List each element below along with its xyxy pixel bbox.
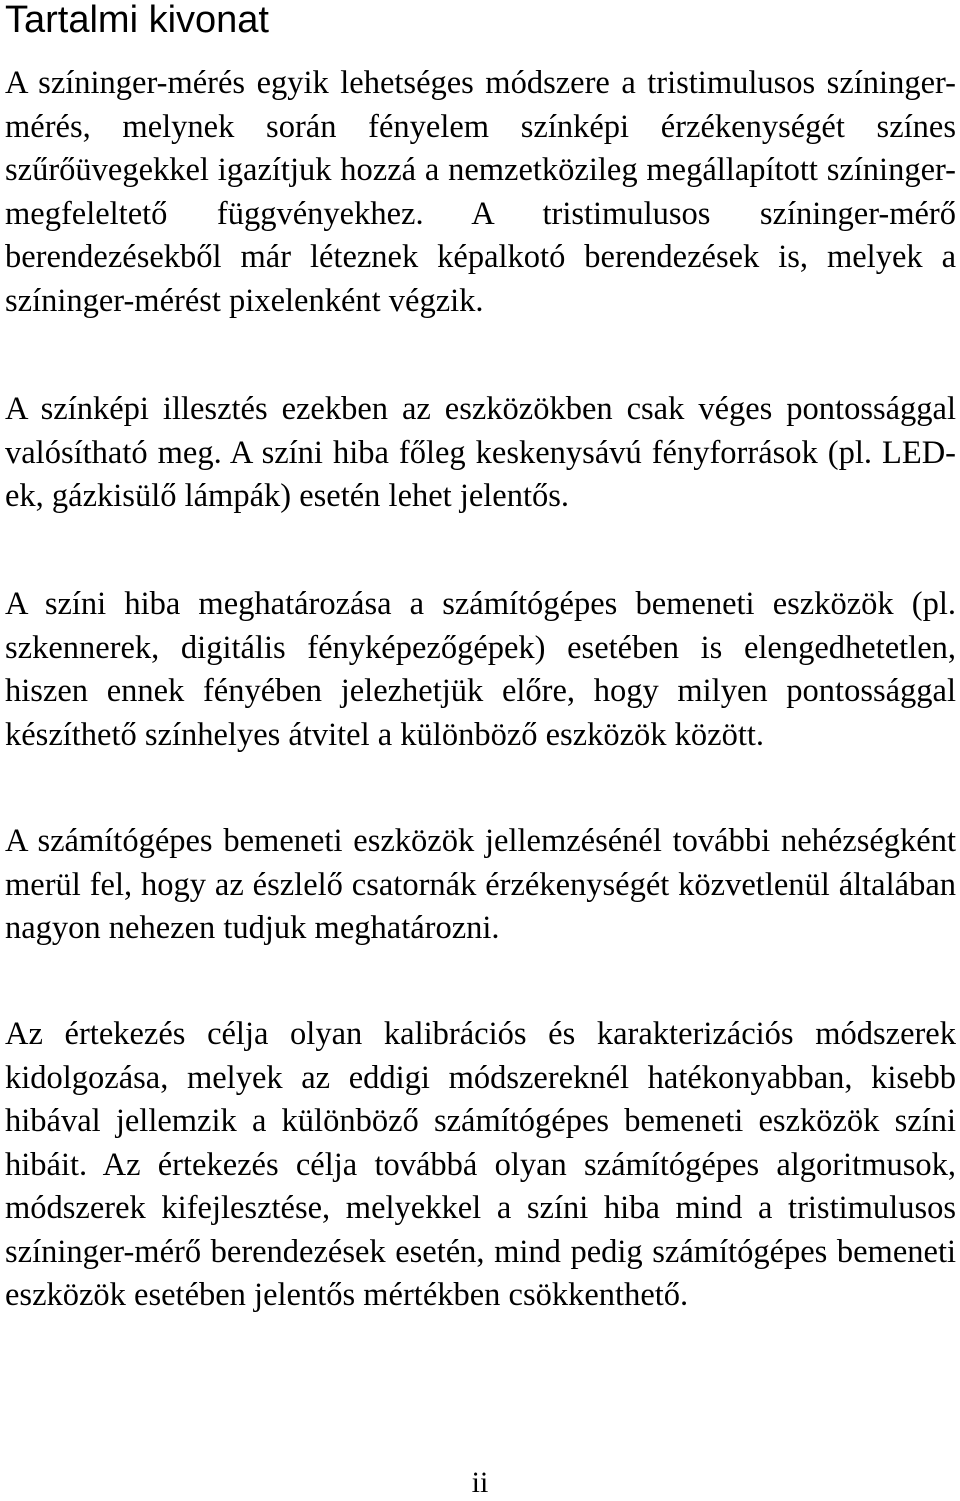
paragraph-2: A színképi illesztés ezekben az eszközökben csak véges pontossággal valósítható meg. A színi hiba főleg keskenysávú fényforrások (pl. LED-ek, gázkisülő lámpák) esetén lehet jelentős. xyxy=(5,391,956,514)
paragraph-3: A színi hiba meghatározása a számítógépes bemeneti eszközök (pl. szkennerek, digitális fényképezőgépek) esetében is elengedhetetlen, hiszen ennek fényében jelezhetjük előre, hogy milyen pontossággal készíthető színhelyes átvitel a különböző eszközök között. xyxy=(5,586,956,753)
paragraph-4: A számítógépes bemeneti eszközök jellemzésénél további nehézségként merül fel, hogy az észlelő csatornák érzékenységét közvetlenül általában nagyon nehezen tudjuk meghatározni. xyxy=(5,823,956,946)
page-number: ii xyxy=(471,1466,489,1499)
paragraph-1: A színinger-mérés egyik lehetséges módszere a tristimulusos színinger-mérés, melynek során fényelem színképi érzékenységét színes szűrőüvegekkel igazítjuk hozzá a nemzetközileg megállapított színinger-megfeleltető függvényekhez. A tristimulusos színinger-mérő berendezésekből már léteznek képalkotó berendezések is, melyek a színinger-mérést pixelenként végzik. xyxy=(5,65,956,319)
paragraph-5: Az értekezés célja olyan kalibrációs és karakterizációs módszerek kidolgozása, melyek az eddigi módszereknél hatékonyabban, kisebb hibával jellemzik a különböző számítógépes bemeneti eszközök színi hibáit. Az értekezés célja továbbá olyan számítógépes algoritmusok, módszerek kifejlesztése, melyekkel a színi hiba mind a tristimulusos színinger-mérő berendezések esetén, mind pedig számítógépes bemeneti eszközök esetében jelentős mértékben csökkenthető. xyxy=(5,1016,956,1313)
page-title: Tartalmi kivonat xyxy=(5,0,269,41)
